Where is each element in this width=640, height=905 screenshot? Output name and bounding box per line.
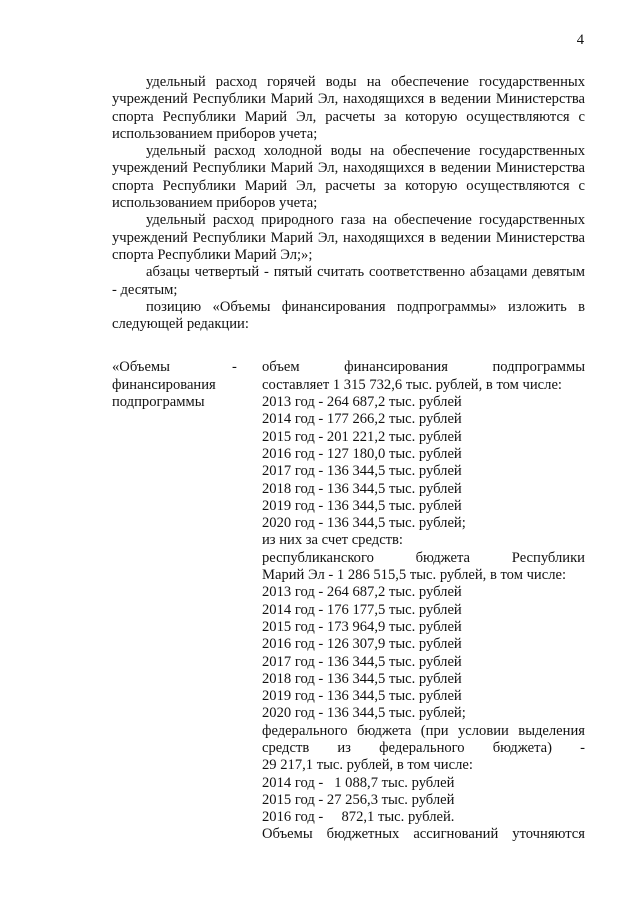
closing-line: Объемы бюджетных ассигнований уточняются bbox=[262, 826, 585, 843]
paragraph-cold-water: удельный расход холодной воды на обеспечение государственных учреждений Республики Марий Эл, находящихся в ведении Министерства спорта Республики Марий Эл, расчеты за которую осуществляются с использованием приборов учета; bbox=[112, 143, 585, 212]
republic-year-line: 2013 год - 264 687,2 тыс. рублей bbox=[262, 584, 462, 601]
funding-label bbox=[112, 359, 232, 843]
funding-table bbox=[112, 359, 585, 843]
total-year-line: 2013 год - 264 687,2 тыс. рублей bbox=[262, 394, 462, 411]
funding-intro-line: составляет 1 315 732,6 тыс. рублей, в том числе: bbox=[262, 376, 562, 393]
republic-year-line: 2016 год - 126 307,9 тыс. рублей bbox=[262, 636, 462, 653]
funding-label-line: «Объемы bbox=[112, 359, 170, 376]
republic-budget-line: республиканского бюджета Республики bbox=[262, 549, 585, 566]
republic-year-line: 2015 год - 173 964,9 тыс. рублей bbox=[262, 618, 462, 635]
republic-year-line: 2019 год - 136 344,5 тыс. рублей bbox=[262, 688, 462, 705]
federal-year-line: 2016 год - 872,1 тыс. рублей. bbox=[262, 809, 455, 826]
total-year-line: 2017 год - 136 344,5 тыс. рублей bbox=[262, 463, 462, 480]
federal-budget-line: средств из федерального бюджета) - bbox=[262, 739, 585, 756]
page-number: 4 bbox=[576, 32, 584, 48]
federal-year-line: 2015 год - 27 256,3 тыс. рублей bbox=[262, 791, 455, 808]
republic-year-line: 2017 год - 136 344,5 тыс. рублей bbox=[262, 653, 462, 670]
total-year-line: 2020 год - 136 344,5 тыс. рублей; bbox=[262, 515, 466, 532]
spacer bbox=[112, 333, 585, 359]
sources-intro: из них за счет средств: bbox=[262, 532, 403, 549]
document-body bbox=[112, 74, 585, 844]
paragraph-renumber: абзацы четвертый - пятый считать соответственно абзацами девятым - десятым; bbox=[112, 264, 585, 298]
funding-details bbox=[262, 359, 585, 843]
total-year-line: 2016 год - 127 180,0 тыс. рублей bbox=[262, 445, 462, 462]
paragraph-position: позицию «Объемы финансирования подпрограммы» изложить в следующей редакции: bbox=[112, 298, 585, 333]
total-year-line: 2019 год - 136 344,5 тыс. рублей bbox=[262, 497, 462, 514]
republic-year-line: 2020 год - 136 344,5 тыс. рублей; bbox=[262, 705, 466, 722]
republic-year-line: 2018 год - 136 344,5 тыс. рублей bbox=[262, 670, 462, 687]
total-year-line: 2015 год - 201 221,2 тыс. рублей bbox=[262, 428, 462, 445]
federal-budget-line: федерального бюджета (при условии выделения bbox=[262, 722, 585, 739]
paragraph-hot-water: удельный расход горячей воды на обеспечение государственных учреждений Республики Марий Эл, находящихся в ведении Министерства спорта Республики Марий Эл, расчеты за которую осуществляются с использованием приборов учета; bbox=[112, 74, 585, 142]
funding-label-line: финансирования bbox=[112, 376, 216, 393]
funding-label-line: подпрограммы bbox=[112, 394, 205, 411]
republic-year-line: 2014 год - 176 177,5 тыс. рублей bbox=[262, 601, 462, 618]
federal-budget-line: 29 217,1 тыс. рублей, в том числе: bbox=[262, 757, 473, 774]
federal-year-line: 2014 год - 1 088,7 тыс. рублей bbox=[262, 774, 455, 791]
funding-intro-line: объем финансирования подпрограммы bbox=[262, 359, 585, 376]
paragraph-natural-gas: удельный расход природного газа на обеспечение государственных учреждений Республики Марий Эл, находящихся в ведении Министерства спорта Республики Марий Эл;»; bbox=[112, 212, 585, 263]
republic-budget-line: Марий Эл - 1 286 515,5 тыс. рублей, в том числе: bbox=[262, 567, 567, 584]
funding-dash: - bbox=[232, 359, 237, 376]
total-year-line: 2014 год - 177 266,2 тыс. рублей bbox=[262, 411, 462, 428]
total-year-line: 2018 год - 136 344,5 тыс. рублей bbox=[262, 480, 462, 497]
